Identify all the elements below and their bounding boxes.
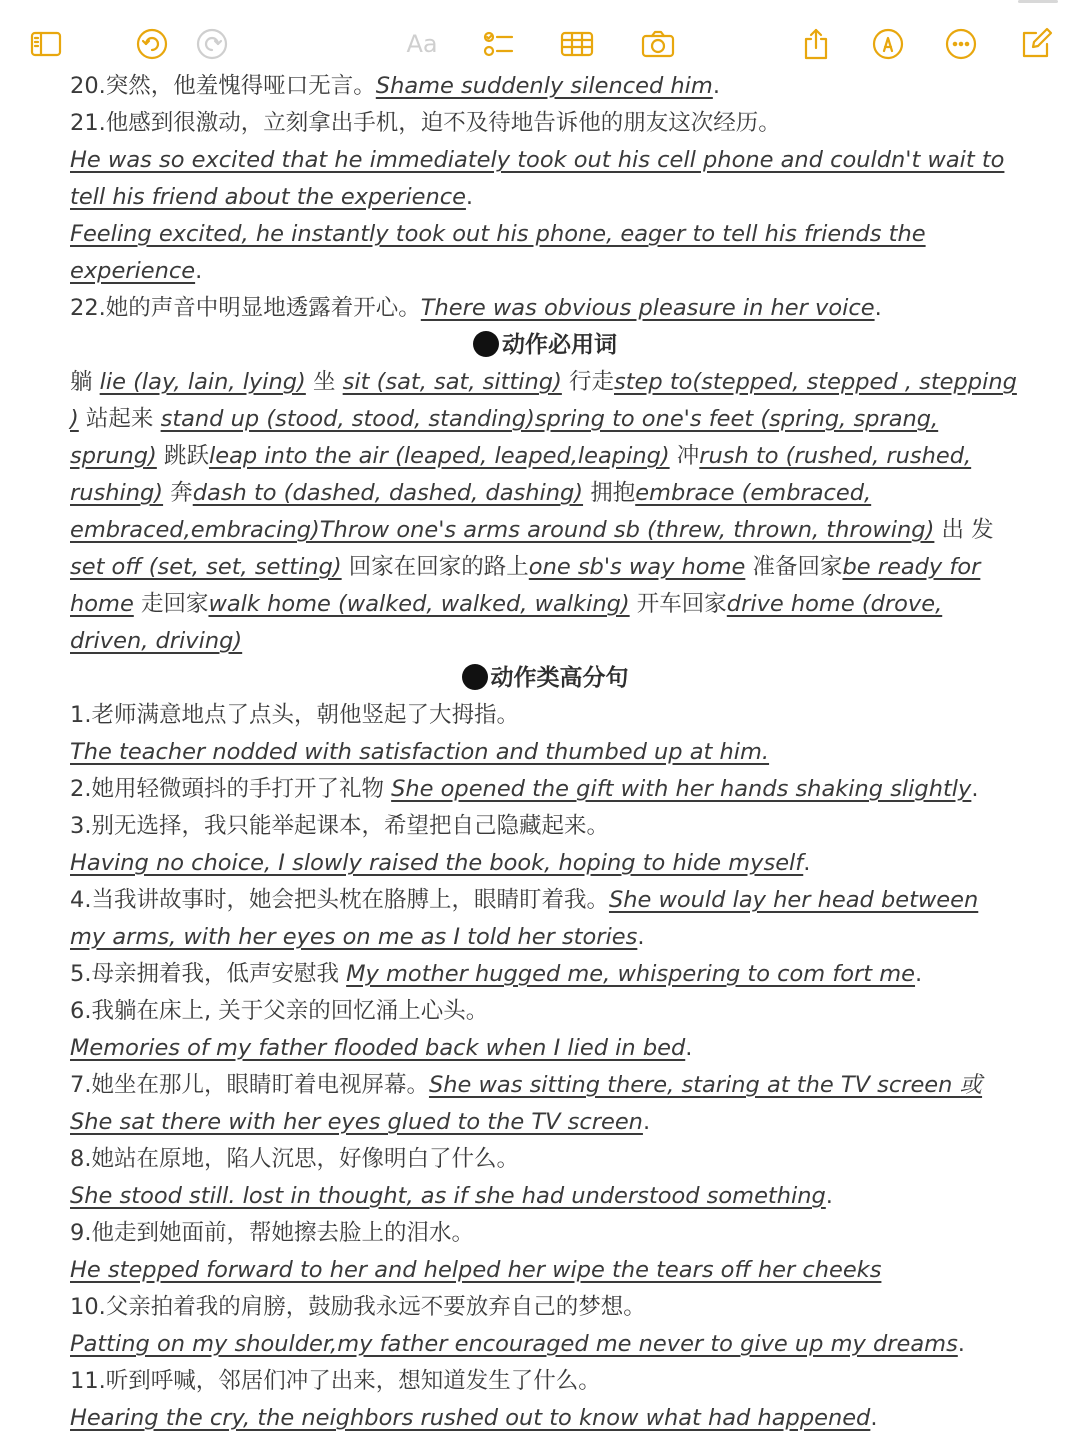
- table-icon[interactable]: [557, 24, 597, 64]
- more-icon[interactable]: [941, 24, 981, 64]
- chinese-text: 出 发: [934, 517, 994, 543]
- undo-icon[interactable]: [132, 24, 172, 64]
- english-text: step to(stepped, stepped , stepping ): [70, 369, 1017, 432]
- chinese-text: .: [465, 184, 474, 210]
- chinese-text: .: [957, 1331, 965, 1357]
- chinese-text: 3.别无选择，我只能举起课本，希望把自己隐藏起来。: [70, 813, 609, 839]
- chinese-text: 动作类高分句: [490, 665, 629, 691]
- english-text: There was obvious pleasure in her voice: [420, 295, 875, 321]
- chinese-text: .: [915, 961, 923, 987]
- chinese-text: .: [874, 295, 882, 321]
- english-text: She opened the gift with her hands shaking slightly: [391, 776, 972, 802]
- chinese-text: 22.她的声音中明显地透露着开心。: [70, 295, 421, 321]
- note-line: [70, 1215, 1020, 1252]
- chinese-text: .: [642, 1109, 651, 1135]
- english-text: Hearing the cry, the neighbors rushed out to know what had happened: [70, 1405, 871, 1431]
- note-line: [70, 1252, 1020, 1289]
- chinese-text: .: [825, 1183, 833, 1209]
- chinese-text: 11.听到呼喊，邻居们冲了出来，想知道发生了什么。: [70, 1368, 601, 1394]
- english-text: He was so excited that he immediately took out his cell phone and couldn't wait to tell his friend about the experience: [70, 147, 1005, 210]
- note-line: [70, 697, 1020, 734]
- note-line: [70, 1030, 1020, 1067]
- chinese-text: 准备回家: [745, 554, 843, 580]
- note-line: [70, 1067, 1020, 1141]
- chinese-text: 10.父亲拍着我的肩膀，鼓励我永远不要放弃自己的梦想。: [70, 1294, 646, 1320]
- note-line: [70, 1326, 1020, 1363]
- chinese-text: .: [637, 924, 645, 950]
- note-line: [70, 1289, 1020, 1326]
- camera-icon[interactable]: [638, 24, 678, 64]
- note-line: [70, 1178, 1020, 1215]
- chinese-text: 2.她用轻微頭抖的手打开了礼物: [70, 776, 392, 802]
- note-line: [70, 216, 1020, 290]
- vocab-paragraph: [70, 364, 1020, 660]
- chinese-text: 站起来: [78, 406, 161, 432]
- note-line: [70, 808, 1020, 845]
- chinese-text: 开车回家: [629, 591, 727, 617]
- english-text: one sb's way home: [528, 554, 746, 580]
- text-format-icon[interactable]: [400, 24, 444, 64]
- english-text: stand up (stood, stood, standing)spring to one's feet (spring, sprang, sprung): [70, 406, 939, 469]
- chinese-text: 21.他感到很激动，立刻拿出手机，迫不及待地告诉他的朋友这次经历。: [70, 110, 781, 136]
- sidebar-icon[interactable]: [26, 24, 66, 64]
- chinese-text: 躺: [70, 369, 100, 395]
- note-line: [70, 845, 1020, 882]
- bullet-dot-icon: [462, 664, 488, 690]
- chinese-text: 20.突然，他羞愧得哑口无言。: [70, 73, 376, 99]
- english-text: drive home (drove, driven, driving): [70, 591, 943, 654]
- chinese-text: 跳跃: [156, 443, 209, 469]
- english-text: Memories of my father flooded back when I lied in bed: [70, 1035, 686, 1061]
- note-line: [70, 993, 1020, 1030]
- chinese-text: 6.我躺在床上, 关于父亲的回忆涌上心头。: [70, 998, 489, 1024]
- share-icon[interactable]: [796, 24, 836, 64]
- note-line: [70, 771, 1020, 808]
- chinese-text: 动作必用词: [502, 332, 617, 358]
- english-text: embrace (embraced, embraced,embracing)Throw one's arms around sb (threw, thrown, throwing): [70, 480, 935, 543]
- english-text: set off (set, set, setting): [70, 554, 342, 580]
- english-text: She stood still. lost in thought, as if she had understood something: [70, 1183, 826, 1209]
- chinese-text: 4.当我讲故事时，她会把头枕在胳膊上，眼睛盯着我。: [70, 887, 609, 913]
- chinese-text: 行走: [561, 369, 615, 395]
- english-text: lie (lay, lain, lying): [99, 369, 306, 395]
- note-line: [70, 1141, 1020, 1178]
- markup-icon[interactable]: [868, 24, 908, 64]
- english-text: leap into the air (leaped, leaped,leaping): [209, 443, 670, 469]
- chinese-text: 1.老师满意地点了点头，朝他竖起了大拇指。: [70, 702, 519, 728]
- chinese-text: 走回家: [133, 591, 209, 617]
- redo-icon[interactable]: [192, 24, 232, 64]
- note-line: [70, 290, 1020, 327]
- bullet-dot-icon: [473, 331, 499, 357]
- checklist-icon[interactable]: [478, 24, 518, 64]
- note-line: [70, 882, 1020, 956]
- chinese-text: 回家在回家的路上: [341, 554, 529, 580]
- note-line: [70, 1363, 1020, 1400]
- chinese-text: 奔: [163, 480, 193, 506]
- english-text: Feeling excited, he instantly took out his phone, eager to tell his friends the experience: [70, 221, 926, 284]
- chinese-text: .: [803, 850, 811, 876]
- note-line: [70, 142, 1020, 216]
- chinese-text: .: [971, 776, 979, 802]
- note-line: [70, 68, 1020, 105]
- compose-icon[interactable]: [1016, 24, 1056, 64]
- english-text: Shame suddenly silenced him: [375, 73, 713, 99]
- english-text: walk home (walked, walked, walking): [208, 591, 630, 617]
- section-heading-action-sentences: [70, 660, 1020, 697]
- english-text: He stepped forward to her and helped her wipe the tears off her cheeks: [70, 1257, 882, 1283]
- note-line: [70, 105, 1020, 142]
- chinese-text: 8.她站在原地，陷人沉思，好像明白了什么。: [70, 1146, 519, 1172]
- chinese-text: 9.他走到她面前，帮她擦去脸上的泪水。: [70, 1220, 474, 1246]
- note-line: [70, 956, 1020, 993]
- chinese-text: 拥抱: [583, 480, 636, 506]
- chinese-text: 坐: [305, 369, 343, 395]
- chinese-text: .: [870, 1405, 878, 1431]
- english-text: She would lay her head between my arms, with her eyes on me as I told her stories: [70, 887, 979, 950]
- english-text: dash to (dashed, dashed, dashing): [192, 480, 584, 506]
- english-text: Patting on my shoulder,my father encouraged me never to give up my dreams: [70, 1331, 958, 1357]
- section-heading-action-words: [70, 327, 1020, 364]
- english-text: rush to (rushed, rushed, rushing): [70, 443, 972, 506]
- text-format-label: Aa: [406, 30, 438, 58]
- note-line: [70, 734, 1020, 771]
- note-line: [70, 1400, 1020, 1437]
- chinese-text: .: [712, 73, 720, 99]
- chinese-text: .: [685, 1035, 693, 1061]
- english-text: Having no choice, I slowly raised the book, hoping to hide myself: [70, 850, 804, 876]
- english-text: sit (sat, sat, sitting): [342, 369, 562, 395]
- chinese-text: .: [195, 258, 203, 284]
- chinese-text: 冲: [669, 443, 700, 469]
- english-text: The teacher nodded with satisfaction and thumbed up at him.: [70, 739, 770, 765]
- english-text: My mother hugged me, whispering to com fort me: [346, 961, 916, 987]
- english-text: be ready for home: [70, 554, 981, 617]
- english-text: She was sitting there, staring at the TV screen 或 She sat there with her eyes glued to the TV screen: [70, 1072, 983, 1135]
- window-grabber: [1018, 0, 1058, 3]
- note-body[interactable]: [70, 68, 1020, 1437]
- chinese-text: 7.她坐在那儿，眼睛盯着电视屏幕。: [70, 1072, 429, 1098]
- chinese-text: 5.母亲拥着我，低声安慰我: [70, 961, 347, 987]
